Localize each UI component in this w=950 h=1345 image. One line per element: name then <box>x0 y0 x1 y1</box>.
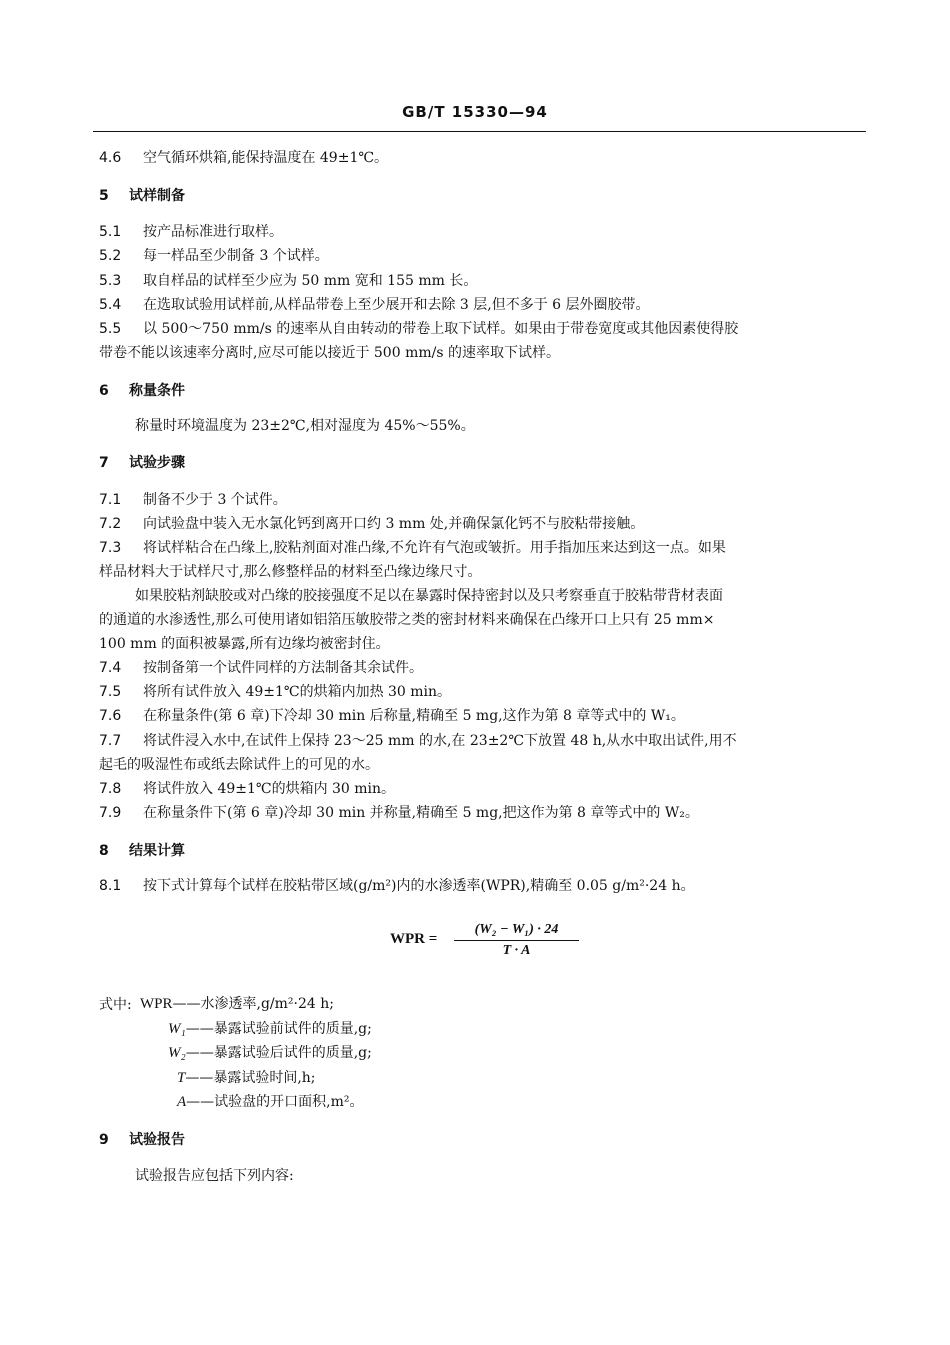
clause-text: 将试件放入 49±1℃的烘箱内 30 min。 <box>143 781 396 797</box>
section-6-paragraph: 称量时环境温度为 23±2℃,相对湿度为 45%～55%。 <box>135 418 475 434</box>
clause-number: 7.1 <box>99 492 122 508</box>
where-var-wpr <box>140 994 334 1014</box>
var-desc: 暴露试验后试件的质量,g; <box>213 1045 372 1061</box>
clause-text: 每一样品至少制备 3 个试样。 <box>143 248 329 264</box>
clause-text: 将所有试件放入 49±1℃的烘箱内加热 30 min。 <box>143 684 452 700</box>
section-9-heading <box>99 1130 185 1150</box>
var-dash: —— <box>172 996 201 1012</box>
clause-text: 在称量条件(第 6 章)下冷却 30 min 后称量,精确至 5 mg,这作为第 8 章等式中的 W₁。 <box>143 708 685 724</box>
formula-numerator: (W₂ − W₁) · 24 <box>474 922 559 937</box>
clause-number: 5.4 <box>99 297 122 313</box>
clause-number: 5.5 <box>99 321 122 337</box>
var-dash: —— <box>185 1070 214 1086</box>
clause-number: 7.5 <box>99 684 122 700</box>
clause-text: 以 500～750 mm/s 的速率从自由转动的带卷上取下试样。如果由于带卷宽度或其他因素使得胶 <box>143 321 739 337</box>
where-var-w2 <box>168 1043 372 1063</box>
clause-number: 5.2 <box>99 248 122 264</box>
clause-text: 将试件浸入水中,在试件上保持 23～25 mm 的水,在 23±2℃下放置 48 h,从水中取出试件,用不 <box>143 733 737 749</box>
var-desc: 暴露试验前试件的质量,g; <box>213 1021 372 1037</box>
clause-text: 取自样品的试样至少应为 50 mm 宽和 155 mm 长。 <box>143 273 478 289</box>
section-title: 结果计算 <box>129 843 185 859</box>
clause-7-4 <box>99 658 423 678</box>
section-8-heading <box>99 841 185 861</box>
section-5-heading <box>99 186 185 206</box>
section-title: 试验步骤 <box>129 455 185 471</box>
var-symbol: A <box>177 1094 187 1110</box>
clause-number: 8.1 <box>99 878 122 894</box>
header-rule <box>93 131 866 132</box>
clause-5-5-continued: 带卷不能以该速率分离时,应尽可能以接近于 500 mm/s 的速率取下试样。 <box>99 345 560 361</box>
section-7-heading <box>99 453 185 473</box>
clause-5-5 <box>99 319 738 339</box>
where-label: 式中: <box>99 997 132 1013</box>
clause-text: 向试验盘中装入无水氯化钙到离开口约 3 mm 处,并确保氯化钙不与胶粘带接触。 <box>143 516 645 532</box>
clause-7-2 <box>99 514 644 534</box>
section-9-paragraph: 试验报告应包括下列内容: <box>135 1168 294 1184</box>
clause-7-9 <box>99 803 699 823</box>
clause-text: 按下式计算每个试样在胶粘带区域(g/m²)内的水渗透率(WPR),精确至 0.05 g/m²·24 h。 <box>143 878 695 894</box>
var-desc: 水渗透率,g/m²·24 h; <box>200 996 334 1012</box>
clause-7-3-paragraph-line-3: 100 mm 的面积被暴露,所有边缘均被密封住。 <box>99 636 390 652</box>
clause-7-7 <box>99 731 737 751</box>
var-dash: —— <box>185 1021 214 1037</box>
clause-7-3-paragraph: 如果胶粘剂缺胶或对凸缘的胶接强度不足以在暴露时保持密封以及只考察垂直于胶粘带背材表面 <box>135 588 723 604</box>
clause-5-2 <box>99 246 329 266</box>
section-number: 6 <box>99 383 109 399</box>
clause-7-5 <box>99 682 451 702</box>
clause-8-1 <box>99 876 695 896</box>
section-title: 称量条件 <box>129 383 185 399</box>
clause-5-1 <box>99 222 283 242</box>
section-number: 8 <box>99 843 109 859</box>
section-number: 5 <box>99 188 109 204</box>
clause-text: 按产品标准进行取样。 <box>143 224 283 240</box>
clause-number: 7.6 <box>99 708 122 724</box>
where-var-t <box>177 1068 316 1088</box>
formula-denominator: T · A <box>502 943 531 958</box>
section-title: 试验报告 <box>129 1132 185 1148</box>
clause-7-3 <box>99 538 726 558</box>
section-6-heading <box>99 381 185 401</box>
clause-4-6 <box>99 148 388 168</box>
section-title: 试样制备 <box>129 188 185 204</box>
clause-number: 7.3 <box>99 540 122 556</box>
where-var-w1 <box>168 1019 372 1039</box>
formula-fraction <box>454 922 579 959</box>
clause-7-8 <box>99 779 395 799</box>
clause-number: 5.1 <box>99 224 122 240</box>
clause-text: 将试样粘合在凸缘上,胶粘剂面对准凸缘,不允许有气泡或皱折。用手指加压来达到这一点。如果 <box>143 540 726 556</box>
clause-number: 7.8 <box>99 781 122 797</box>
section-number: 7 <box>99 455 109 471</box>
var-symbol: T <box>177 1070 186 1086</box>
var-desc: 暴露试验时间,h; <box>213 1070 316 1086</box>
clause-text: 在选取试验用试样前,从样品带卷上至少展开和去除 3 层,但不多于 6 层外圈胶带。 <box>143 297 650 313</box>
page-header-standard-code: GB/T 15330—94 <box>402 103 548 121</box>
clause-5-3 <box>99 271 477 291</box>
clause-number: 5.3 <box>99 273 122 289</box>
var-dash: —— <box>185 1045 214 1061</box>
where-var-a <box>177 1092 364 1112</box>
var-desc: 试验盘的开口面积,m²。 <box>214 1094 364 1110</box>
var-symbol: WPR <box>140 996 173 1012</box>
var-dash: —— <box>186 1094 215 1110</box>
clause-5-4 <box>99 295 650 315</box>
var-symbol: W₁ <box>168 1021 186 1037</box>
clause-text: 在称量条件下(第 6 章)冷却 30 min 并称量,精确至 5 mg,把这作为第 8 章等式中的 W₂。 <box>143 805 699 821</box>
clause-7-1 <box>99 490 287 510</box>
clause-text: 空气循环烘箱,能保持温度在 49±1℃。 <box>143 150 389 166</box>
formula-lhs: WPR = <box>390 931 438 947</box>
clause-7-3-continued: 样品材料大于试样尺寸,那么修整样品的材料至凸缘边缘尺寸。 <box>99 564 482 580</box>
clause-number: 7.2 <box>99 516 122 532</box>
fraction-bar <box>454 940 579 941</box>
clause-7-6 <box>99 706 685 726</box>
clause-7-3-paragraph-line-2: 的通道的水渗透性,那么可使用诸如铝箔压敏胶带之类的密封材料来确保在凸缘开口上只有 25 mm× <box>99 612 715 628</box>
var-symbol: W₂ <box>168 1045 186 1061</box>
clause-number: 7.4 <box>99 660 122 676</box>
clause-text: 按制备第一个试件同样的方法制备其余试件。 <box>143 660 423 676</box>
section-number: 9 <box>99 1132 109 1148</box>
clause-number: 7.9 <box>99 805 122 821</box>
clause-number: 4.6 <box>99 150 122 166</box>
clause-text: 制备不少于 3 个试件。 <box>143 492 287 508</box>
clause-7-7-continued: 起毛的吸湿性布或纸去除试件上的可见的水。 <box>99 757 379 773</box>
clause-number: 7.7 <box>99 733 122 749</box>
